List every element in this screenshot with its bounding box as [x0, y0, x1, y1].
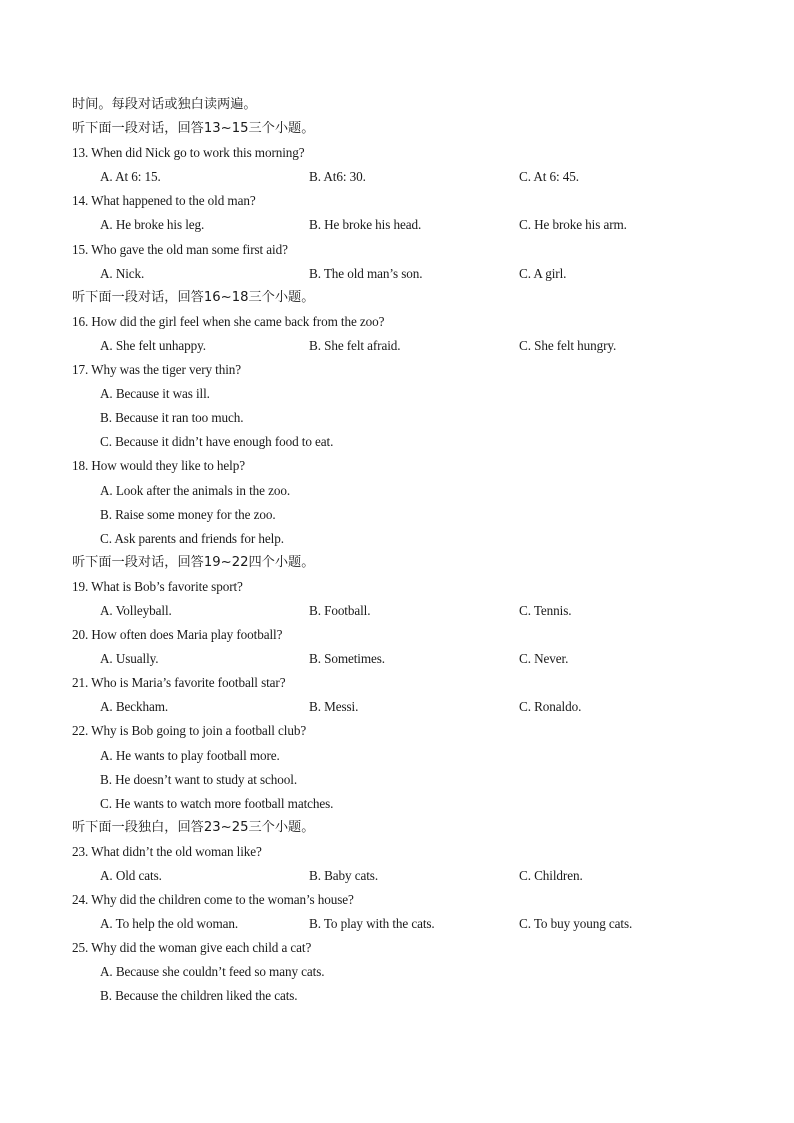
options-row: [72, 334, 762, 358]
question-stem: 20. How often does Maria play football?: [72, 627, 283, 643]
answer-option: B. At6: 30.: [309, 169, 366, 185]
question-stem: 14. What happened to the old man?: [72, 193, 256, 209]
question-stem: 19. What is Bob’s favorite sport?: [72, 578, 243, 594]
section-heading: 听下面一段独白，回答23~25三个小题。: [72, 819, 315, 835]
section-heading: 听下面一段对话，回答13~15三个小题。: [72, 121, 315, 137]
answer-option: C. At 6: 45.: [519, 169, 579, 185]
answer-option: A. Beckham.: [100, 699, 169, 715]
answer-option: C. A girl.: [519, 265, 567, 281]
question-stem: 17. Why was the tiger very thin?: [72, 362, 242, 378]
answer-option: A. Volleyball.: [100, 602, 172, 618]
answer-option: A. Because she couldn’t feed so many cats.: [100, 964, 325, 980]
question-stem: 24. Why did the children come to the woman’s house?: [72, 892, 354, 908]
answer-option: A. She felt unhappy.: [100, 337, 206, 353]
options-row: [72, 165, 762, 189]
answer-option: B. He broke his head.: [309, 217, 422, 233]
options-row: [72, 864, 762, 888]
answer-option: B. Sometimes.: [309, 651, 385, 667]
question-stem: 15. Who gave the old man some first aid?: [72, 241, 288, 257]
question-stem: 21. Who is Maria’s favorite football star?: [72, 675, 286, 691]
options-row: [72, 213, 762, 237]
answer-option: B. She felt afraid.: [309, 337, 401, 353]
answer-option: B. Because it ran too much.: [100, 410, 244, 426]
answer-option: A. Because it was ill.: [100, 386, 210, 402]
answer-option: C. She felt hungry.: [519, 337, 617, 353]
answer-option: C. Because it didn’t have enough food to eat.: [100, 434, 334, 450]
answer-option: C. To buy young cats.: [519, 916, 633, 932]
answer-option: C. Never.: [519, 651, 569, 667]
options-row: [72, 262, 762, 286]
answer-option: C. Ask parents and friends for help.: [100, 530, 284, 546]
answer-option: B. To play with the cats.: [309, 916, 435, 932]
options-row: [72, 647, 762, 671]
section-heading: 听下面一段对话，回答19~22四个小题。: [72, 554, 315, 570]
answer-option: A. He wants to play football more.: [100, 747, 280, 763]
section-heading: 听下面一段对话，回答16~18三个小题。: [72, 289, 315, 305]
answer-option: B. Football.: [309, 602, 371, 618]
answer-option: A. At 6: 15.: [100, 169, 161, 185]
question-stem: 23. What didn’t the old woman like?: [72, 843, 262, 859]
question-stem: 25. Why did the woman give each child a cat?: [72, 940, 312, 956]
answer-option: B. Raise some money for the zoo.: [100, 506, 276, 522]
answer-option: B. The old man’s son.: [309, 265, 423, 281]
options-row: [72, 912, 762, 936]
intro-text: 时间。每段对话或独白读两遍。: [72, 97, 257, 112]
exam-page: [72, 93, 762, 1009]
answer-option: C. He wants to watch more football matches.: [100, 795, 334, 811]
question-stem: 22. Why is Bob going to join a football club?: [72, 723, 307, 739]
answer-option: B. He doesn’t want to study at school.: [100, 771, 298, 787]
answer-option: C. Ronaldo.: [519, 699, 582, 715]
question-stem: 13. When did Nick go to work this morning?: [72, 145, 305, 161]
options-row: [72, 695, 762, 719]
answer-option: B. Baby cats.: [309, 868, 379, 883]
question-stem: 16. How did the girl feel when she came back from the zoo?: [72, 313, 385, 329]
answer-option: B. Messi.: [309, 699, 359, 715]
answer-option: A. Look after the animals in the zoo.: [100, 482, 291, 498]
answer-option: B. Because the children liked the cats.: [100, 988, 298, 1004]
question-stem: 18. How would they like to help?: [72, 458, 245, 474]
answer-option: C. Children.: [519, 868, 583, 883]
answer-option: A. Nick.: [100, 265, 145, 281]
answer-option: A. Usually.: [100, 651, 159, 667]
answer-option: A. He broke his leg.: [100, 217, 205, 233]
answer-option: A. To help the old woman.: [100, 916, 239, 932]
options-row: [72, 599, 762, 623]
answer-option: C. Tennis.: [519, 602, 572, 618]
answer-option: A. Old cats.: [100, 868, 162, 883]
answer-option: C. He broke his arm.: [519, 217, 627, 233]
